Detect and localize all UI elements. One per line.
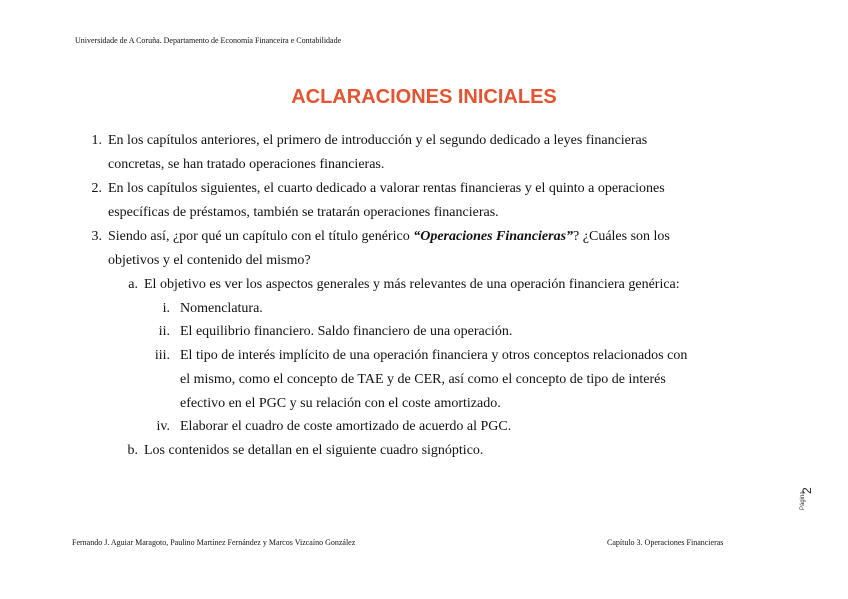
roman-item-text: El equilibrio financiero. Saldo financiero de una operación. (180, 324, 513, 339)
sublist-item-text: Los contenidos se detallan en el siguiente cuadro signóptico. (144, 443, 484, 458)
list-item-text: específicas de préstamos, también se tratarán operaciones financieras. (108, 205, 499, 220)
roman-item-text: el mismo, como el concepto de TAE y de CER, así como el concepto de tipo de interés (180, 372, 666, 387)
roman-item-text: Elaborar el cuadro de coste amortizado de acuerdo al PGC. (180, 419, 512, 434)
roman-marker: iii. (154, 348, 170, 363)
list-item-text-part: Siendo así, ¿por qué un capítulo con el título genérico (108, 229, 414, 244)
list-item-text (108, 229, 670, 245)
list-item-text: En los capítulos siguientes, el cuarto dedicado a valorar rentas financieras y el quinto a operaciones (108, 181, 665, 196)
list-item-text: concretas, se han tratado operaciones financieras. (108, 157, 385, 172)
sublist-marker: b. (127, 443, 138, 458)
page-title: ACLARACIONES INICIALES (291, 86, 557, 108)
page-header: Universidade de A Coruña. Departamento de Economía Financeira e Contabilidade (75, 36, 342, 45)
page-number: 2 (800, 487, 814, 494)
roman-item-text: Nomenclatura. (180, 301, 263, 316)
list-item-text: objetivos y el contenido del mismo? (108, 253, 311, 268)
roman-marker: i. (162, 301, 170, 316)
sublist-item-text: El objetivo es ver los aspectos generales y más relevantes de una operación financiera genérica: (144, 277, 680, 292)
roman-item-text: El tipo de interés implícito de una operación financiera y otros conceptos relacionados con (180, 348, 688, 363)
footer-chapter: Capítulo 3. Operaciones Financieras (607, 538, 724, 547)
list-marker: 3. (91, 229, 102, 244)
roman-marker: iv. (156, 419, 170, 434)
footer-authors: Fernando J. Aguiar Maragoto, Paulino Martínez Fernández y Marcos Vizcaíno González (72, 538, 356, 547)
page-word: Página (800, 491, 806, 510)
emphasized-title: “Operaciones Financieras” (413, 229, 574, 244)
roman-marker: ii. (158, 324, 170, 339)
sublist-marker: a. (128, 277, 138, 292)
list-item-text: En los capítulos anteriores, el primero de introducción y el segundo dedicado a leyes financieras (108, 133, 648, 148)
list-item-text-part: ? ¿Cuáles son los (573, 229, 670, 244)
page-number-label (796, 480, 826, 514)
list-marker: 2. (91, 181, 102, 196)
list-marker: 1. (91, 133, 102, 148)
roman-item-text: efectivo en el PGC y su relación con el coste amortizado. (180, 396, 501, 411)
